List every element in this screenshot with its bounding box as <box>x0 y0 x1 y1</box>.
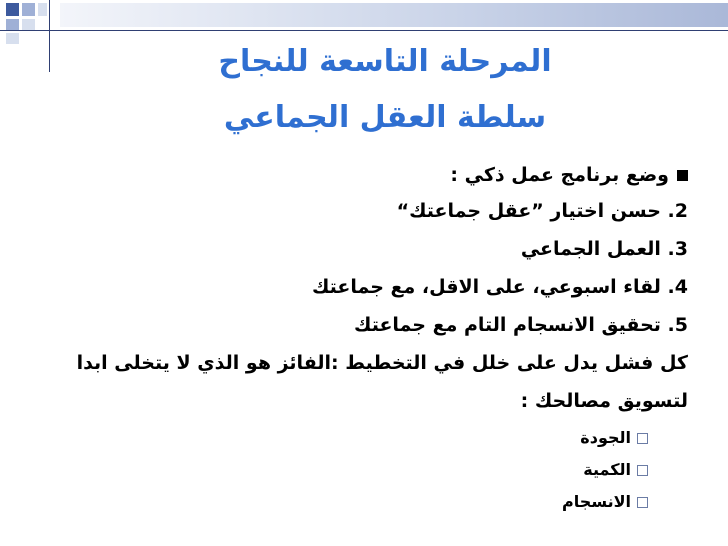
checkbox-bullet-icon <box>637 497 648 508</box>
lead-line <box>450 164 688 186</box>
sub-item-label: الجودة <box>580 428 631 447</box>
sub-list-item <box>562 492 648 511</box>
list-item: 5. تحقيق الانسجام التام مع جماعتك <box>354 314 688 336</box>
list-item: 2. حسن اختيار ”عقل جماعتك“ <box>396 200 688 222</box>
slide-subtitle: سلطة العقل الجماعي <box>223 100 547 135</box>
square-bullet-icon <box>677 170 688 181</box>
marketing-line: لتسويق مصالحك : <box>520 390 688 412</box>
sub-item-label: الانسجام <box>562 492 631 511</box>
list-item: 4. لقاء اسبوعي، على الاقل، مع جماعتك <box>311 276 688 298</box>
sub-item-label: الكمية <box>583 460 631 479</box>
checkbox-bullet-icon <box>637 433 648 444</box>
sub-list-item <box>580 428 648 447</box>
checkbox-bullet-icon <box>637 465 648 476</box>
note-line: كل فشل يدل على خلل في التخطيط :الفائز هو الذي لا يتخلى ابدا <box>76 352 688 374</box>
slide-title: المرحلة التاسعة للنجاح <box>218 44 552 79</box>
sub-list-item <box>583 460 648 479</box>
list-item: 3. العمل الجماعي <box>520 238 688 260</box>
lead-text: وضع برنامج عمل ذكي : <box>450 164 669 186</box>
